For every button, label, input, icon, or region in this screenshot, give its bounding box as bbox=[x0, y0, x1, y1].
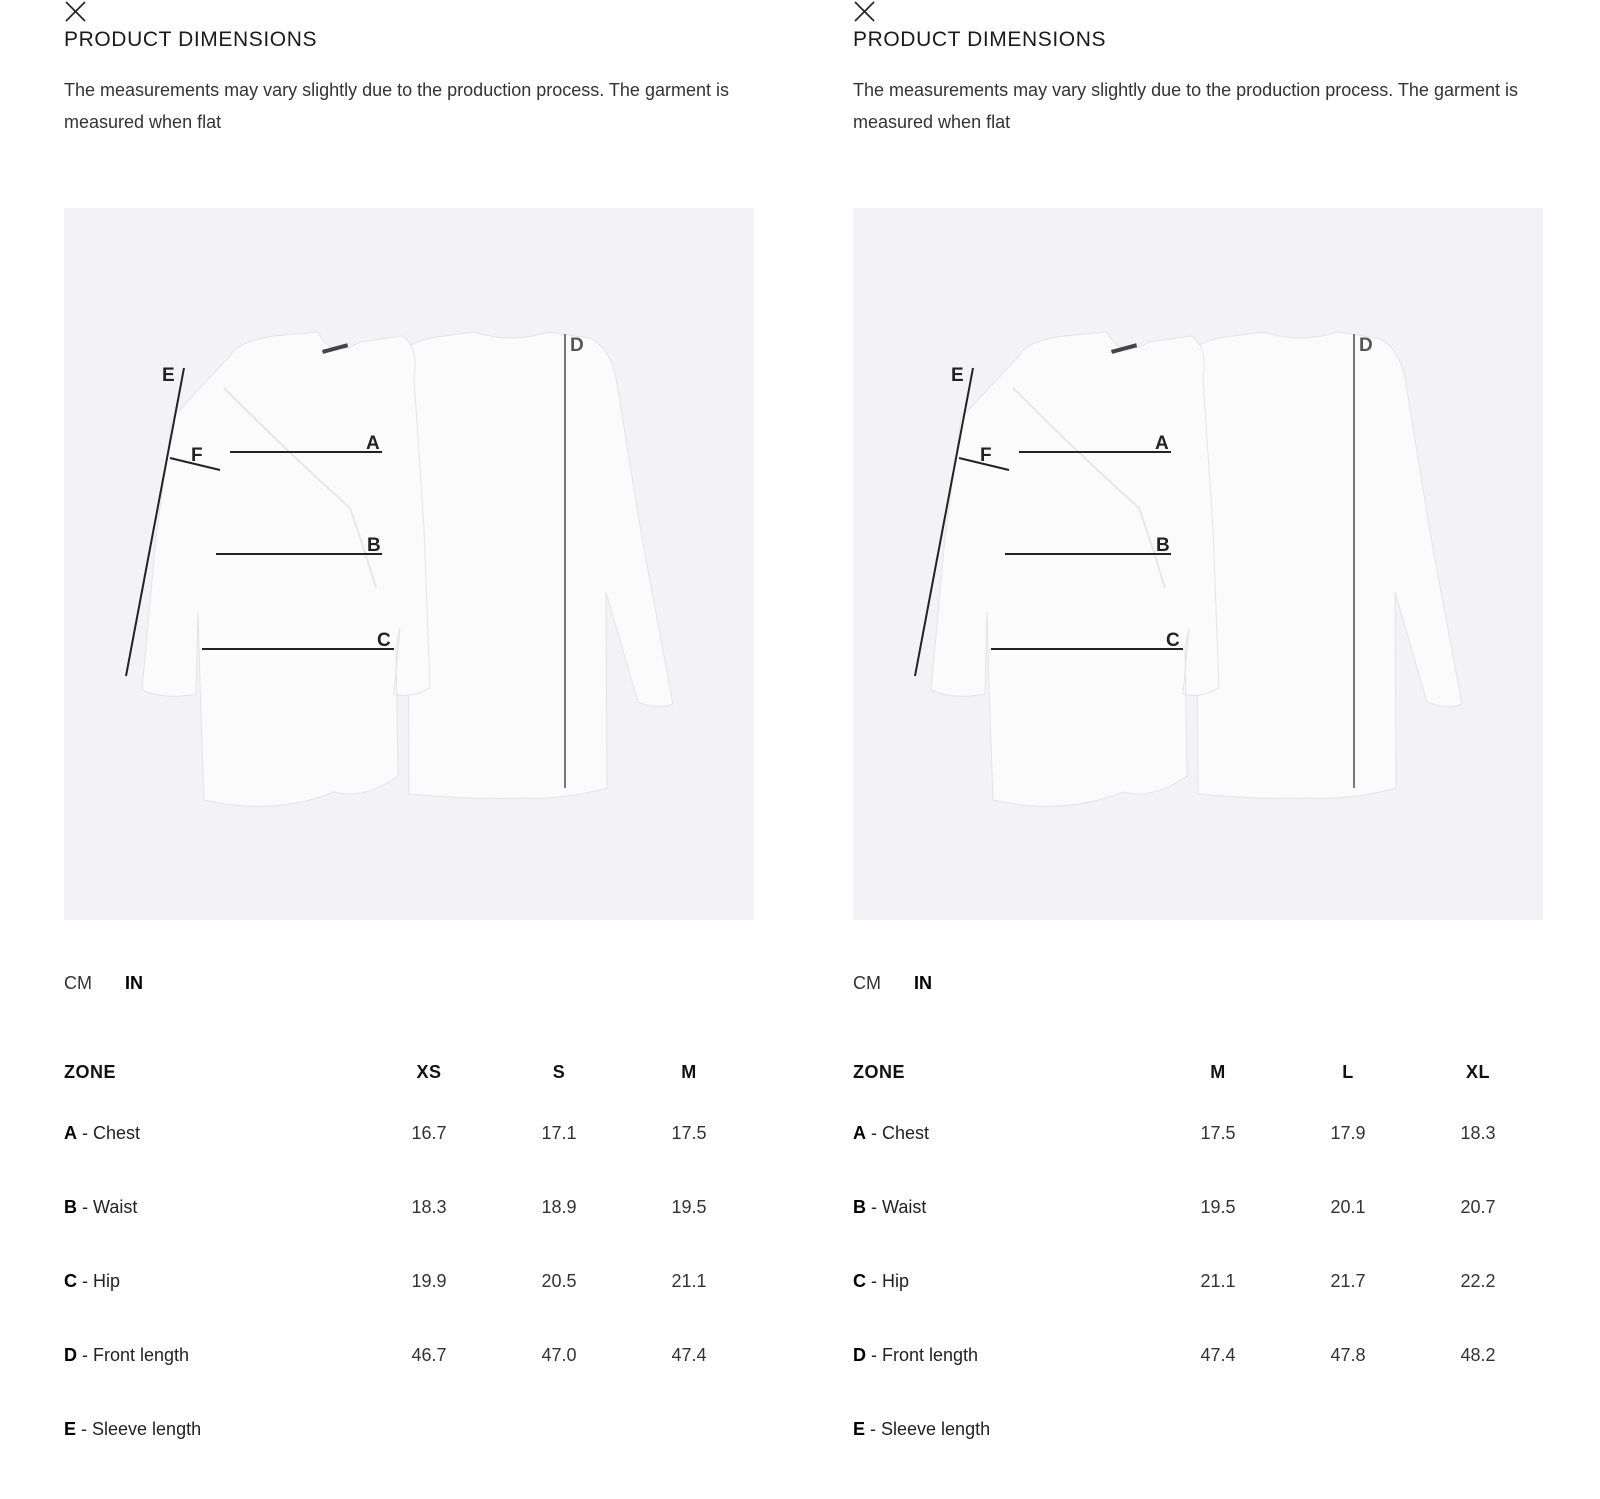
value-cell: 19.9 bbox=[411, 1270, 447, 1291]
table-row bbox=[64, 1392, 754, 1466]
value-cell bbox=[624, 1392, 754, 1466]
value-cell: 21.1 bbox=[671, 1270, 707, 1291]
zone-code: A bbox=[64, 1122, 77, 1143]
size-header: M bbox=[681, 1061, 697, 1082]
zone-code: C bbox=[853, 1270, 866, 1291]
value-cell: 18.9 bbox=[541, 1196, 577, 1217]
zone-cell bbox=[64, 1318, 364, 1392]
label-d: D bbox=[1359, 335, 1373, 356]
value-cell: 48.2 bbox=[1460, 1344, 1496, 1365]
zone-cell bbox=[853, 1096, 1153, 1170]
value-cell: 47.4 bbox=[1200, 1344, 1236, 1365]
label-e: E bbox=[951, 365, 964, 386]
label-b: B bbox=[367, 535, 381, 556]
unit-toggle bbox=[853, 973, 960, 994]
value-cell bbox=[1283, 1392, 1413, 1466]
value-cell: 22.2 bbox=[1460, 1270, 1496, 1291]
zone-code: B bbox=[64, 1196, 77, 1217]
table-row bbox=[853, 1244, 1543, 1318]
zone-name: - Sleeve length bbox=[76, 1418, 202, 1439]
panel-description: The measurements may vary slightly due to the production process. The garment is measured when flat bbox=[853, 80, 1518, 132]
size-guide-panel-right bbox=[853, 0, 1543, 1499]
zone-code: B bbox=[853, 1196, 866, 1217]
value-cell: 20.1 bbox=[1330, 1196, 1366, 1217]
table-row bbox=[853, 1392, 1543, 1466]
zone-header: ZONE bbox=[853, 1061, 906, 1082]
close-button[interactable] bbox=[64, 0, 88, 24]
size-header: XL bbox=[1465, 1061, 1490, 1082]
panel-description: The measurements may vary slightly due to the production process. The garment is measured when flat bbox=[64, 80, 729, 132]
table-row bbox=[64, 1244, 754, 1318]
close-button[interactable] bbox=[853, 0, 877, 24]
zone-cell bbox=[853, 1392, 1153, 1466]
zone-code: E bbox=[853, 1418, 866, 1439]
size-table bbox=[853, 1052, 1543, 1466]
size-header: L bbox=[1342, 1061, 1354, 1082]
label-d: D bbox=[570, 335, 584, 356]
zone-name: - Hip bbox=[77, 1270, 121, 1291]
unit-cm[interactable]: CM bbox=[853, 973, 881, 993]
zone-cell bbox=[64, 1096, 364, 1170]
unit-in[interactable]: IN bbox=[914, 973, 933, 993]
table-header-row bbox=[64, 1052, 754, 1096]
table-row bbox=[853, 1096, 1543, 1170]
size-header: S bbox=[552, 1061, 566, 1082]
value-cell: 17.1 bbox=[541, 1122, 577, 1143]
value-cell: 18.3 bbox=[411, 1196, 447, 1217]
label-a: A bbox=[366, 433, 380, 454]
zone-name: - Front length bbox=[77, 1344, 190, 1365]
value-cell: 21.7 bbox=[1330, 1270, 1366, 1291]
zone-name: - Chest bbox=[866, 1122, 930, 1143]
unit-cm[interactable]: CM bbox=[64, 973, 92, 993]
unit-toggle bbox=[64, 973, 171, 994]
value-cell: 17.9 bbox=[1330, 1122, 1366, 1143]
value-cell bbox=[1413, 1392, 1543, 1466]
table-row bbox=[64, 1170, 754, 1244]
dress-front-shape bbox=[142, 332, 430, 806]
zone-name: - Front length bbox=[866, 1344, 979, 1365]
table-row bbox=[64, 1096, 754, 1170]
value-cell: 19.5 bbox=[671, 1196, 707, 1217]
value-cell: 47.8 bbox=[1330, 1344, 1366, 1365]
garment-diagram bbox=[64, 208, 754, 920]
value-cell bbox=[1153, 1392, 1283, 1466]
label-c: C bbox=[377, 630, 391, 651]
label-e: E bbox=[162, 365, 175, 386]
size-table bbox=[64, 1052, 754, 1466]
label-a: A bbox=[1155, 433, 1169, 454]
zone-cell bbox=[64, 1392, 364, 1466]
value-cell: 21.1 bbox=[1200, 1270, 1236, 1291]
zone-name: - Hip bbox=[866, 1270, 910, 1291]
table-row bbox=[853, 1318, 1543, 1392]
zone-code: E bbox=[64, 1418, 77, 1439]
value-cell: 17.5 bbox=[1200, 1122, 1236, 1143]
panel-title: PRODUCT DIMENSIONS bbox=[64, 28, 318, 51]
label-f: F bbox=[191, 445, 203, 466]
panel-title: PRODUCT DIMENSIONS bbox=[853, 28, 1107, 51]
value-cell: 20.7 bbox=[1460, 1196, 1496, 1217]
value-cell: 16.7 bbox=[411, 1122, 447, 1143]
size-header: XS bbox=[416, 1061, 442, 1082]
dress-measurement-illustration bbox=[64, 208, 754, 920]
zone-cell bbox=[64, 1170, 364, 1244]
close-icon bbox=[64, 0, 88, 24]
garment-diagram bbox=[853, 208, 1543, 920]
zone-name: - Waist bbox=[77, 1196, 138, 1217]
size-header: M bbox=[1210, 1061, 1226, 1082]
zone-name: - Chest bbox=[77, 1122, 141, 1143]
value-cell: 18.3 bbox=[1460, 1122, 1496, 1143]
table-row bbox=[64, 1318, 754, 1392]
label-f: F bbox=[980, 445, 992, 466]
zone-code: A bbox=[853, 1122, 866, 1143]
value-cell: 47.0 bbox=[541, 1344, 577, 1365]
zone-name: - Sleeve length bbox=[865, 1418, 991, 1439]
value-cell: 47.4 bbox=[671, 1344, 707, 1365]
value-cell: 20.5 bbox=[541, 1270, 577, 1291]
zone-code: C bbox=[64, 1270, 77, 1291]
dress-front-shape bbox=[931, 332, 1219, 806]
zone-code: D bbox=[853, 1344, 866, 1365]
table-header-row bbox=[853, 1052, 1543, 1096]
zone-header: ZONE bbox=[64, 1061, 117, 1082]
value-cell: 17.5 bbox=[671, 1122, 707, 1143]
zone-cell bbox=[853, 1170, 1153, 1244]
zone-cell bbox=[64, 1244, 364, 1318]
zone-cell bbox=[853, 1318, 1153, 1392]
value-cell: 19.5 bbox=[1200, 1196, 1236, 1217]
size-guide-panel-left bbox=[64, 0, 754, 1499]
value-cell bbox=[364, 1392, 494, 1466]
dress-measurement-illustration bbox=[853, 208, 1543, 920]
close-icon bbox=[853, 0, 877, 24]
zone-cell bbox=[853, 1244, 1153, 1318]
label-c: C bbox=[1166, 630, 1180, 651]
value-cell: 46.7 bbox=[411, 1344, 447, 1365]
zone-name: - Waist bbox=[866, 1196, 927, 1217]
label-b: B bbox=[1156, 535, 1170, 556]
value-cell bbox=[494, 1392, 624, 1466]
unit-in[interactable]: IN bbox=[125, 973, 144, 993]
table-row bbox=[853, 1170, 1543, 1244]
zone-code: D bbox=[64, 1344, 77, 1365]
